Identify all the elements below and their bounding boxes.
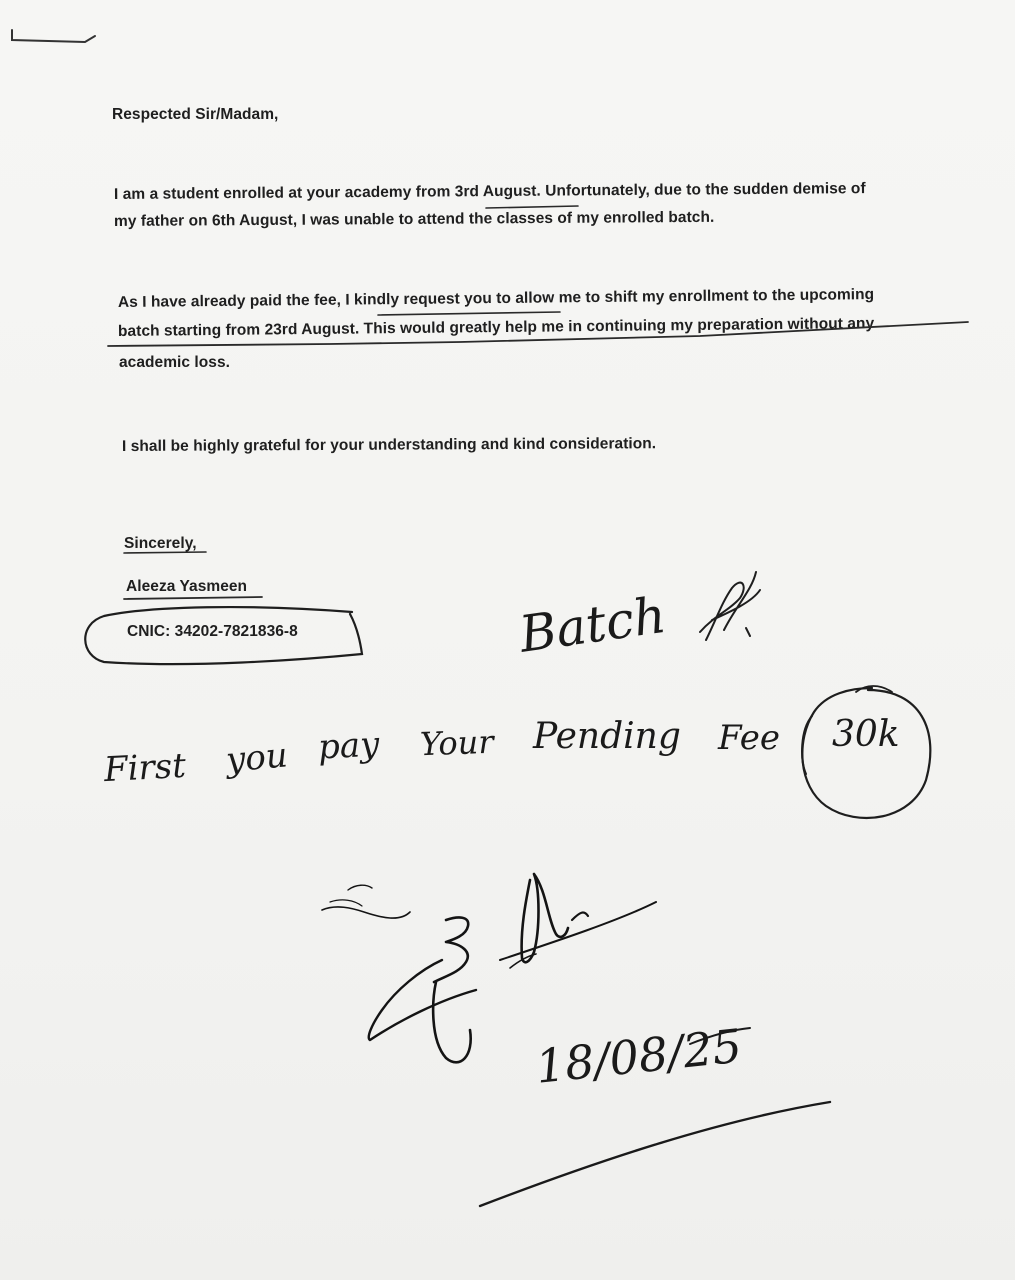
handwritten-word-pending: Pending bbox=[533, 716, 681, 757]
handwritten-batch-note: Batch bbox=[515, 585, 670, 664]
sender-name: Aleeza Yasmeen bbox=[126, 578, 248, 595]
handwritten-fee-amount: 30k bbox=[832, 714, 900, 755]
batch-scribble bbox=[700, 572, 760, 640]
handwritten-word-first: First bbox=[103, 745, 187, 791]
underline-3rd-august bbox=[486, 206, 578, 208]
paragraph-2-line-3: academic loss. bbox=[119, 354, 230, 371]
handwritten-date: 18/08/25 bbox=[533, 1018, 745, 1094]
date-underline bbox=[480, 1102, 830, 1206]
paragraph-2-line-1: As I have already paid the fee, I kindly request you to allow me to shift my enrollment to the upcoming bbox=[117, 286, 875, 311]
paragraph-3: I shall be highly grateful for your understanding and kind consideration. bbox=[121, 435, 657, 455]
closing: Sincerely, bbox=[124, 535, 197, 552]
handwritten-word-pay: pay bbox=[316, 724, 381, 768]
fee-bracket bbox=[802, 716, 812, 774]
paragraph-2-line-2: batch starting from 23rd August. This would greatly help me in continuing my preparation without any bbox=[117, 315, 875, 340]
cnic-number: CNIC: 34202-7821836-8 bbox=[127, 623, 298, 640]
corner-mark bbox=[12, 30, 95, 42]
handwritten-word-fee: Fee bbox=[718, 718, 780, 758]
fee-circle-tick bbox=[856, 686, 892, 692]
handwritten-word-your: Your bbox=[419, 722, 495, 764]
salutation: Respected Sir/Madam, bbox=[112, 106, 279, 123]
underline-request bbox=[378, 312, 560, 315]
underline-name bbox=[124, 597, 262, 599]
paragraph-1-line-2: my father on 6th August, I was unable to attend the classes of my enrolled batch. bbox=[113, 208, 715, 230]
handwritten-word-you: you bbox=[224, 735, 290, 781]
paragraph-1-line-1: I am a student enrolled at your academy from 3rd August. Unfortunately, due to the sudden demise of bbox=[113, 180, 866, 203]
